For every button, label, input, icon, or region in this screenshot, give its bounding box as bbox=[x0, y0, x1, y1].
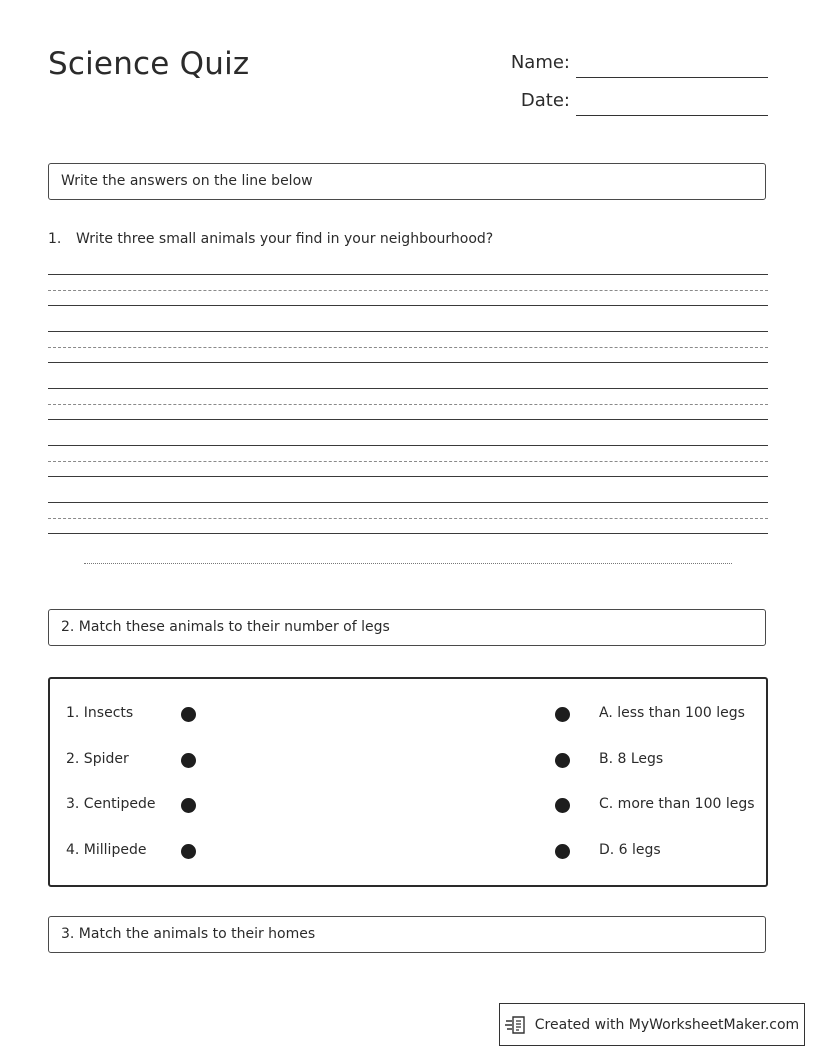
question-1-text: Write three small animals your find in your neighbourhood? bbox=[76, 231, 494, 247]
answer-line bbox=[48, 445, 768, 446]
match-left-dot[interactable] bbox=[181, 798, 196, 813]
section-divider bbox=[84, 563, 732, 564]
date-field-line[interactable] bbox=[576, 115, 768, 116]
match-left-item: 2. Spider bbox=[66, 751, 129, 767]
answer-guide-line bbox=[48, 518, 768, 519]
answer-guide-line bbox=[48, 404, 768, 405]
name-label: Name: bbox=[510, 52, 570, 73]
footer-credit[interactable] bbox=[499, 1003, 805, 1046]
answer-line bbox=[48, 533, 768, 534]
answer-line bbox=[48, 274, 768, 275]
question-2-heading: 2. Match these animals to their number of legs bbox=[48, 609, 766, 646]
answer-line bbox=[48, 476, 768, 477]
match-right-item: D. 6 legs bbox=[599, 842, 661, 858]
page-title: Science Quiz bbox=[48, 46, 250, 82]
answer-line bbox=[48, 388, 768, 389]
name-field-line[interactable] bbox=[576, 77, 768, 78]
answer-line bbox=[48, 502, 768, 503]
match-left-item: 1. Insects bbox=[66, 705, 134, 721]
answer-line bbox=[48, 419, 768, 420]
footer-text: Created with MyWorksheetMaker.com bbox=[534, 1016, 800, 1033]
question-3-heading: 3. Match the animals to their homes bbox=[48, 916, 766, 953]
instructions-box: Write the answers on the line below bbox=[48, 163, 766, 200]
match-left-dot[interactable] bbox=[181, 707, 196, 722]
answer-guide-line bbox=[48, 347, 768, 348]
match-right-dot[interactable] bbox=[555, 844, 570, 859]
match-right-dot[interactable] bbox=[555, 798, 570, 813]
answer-line bbox=[48, 305, 768, 306]
question-1-number: 1. bbox=[48, 231, 62, 247]
answer-guide-line bbox=[48, 290, 768, 291]
match-right-item: A. less than 100 legs bbox=[599, 705, 745, 721]
answer-line bbox=[48, 362, 768, 363]
match-left-dot[interactable] bbox=[181, 844, 196, 859]
match-right-item: B. 8 Legs bbox=[599, 751, 664, 767]
match-right-dot[interactable] bbox=[555, 707, 570, 722]
worksheet-maker-logo-icon bbox=[505, 1015, 527, 1035]
match-left-item: 3. Centipede bbox=[66, 796, 156, 812]
question-1 bbox=[48, 231, 493, 247]
match-right-item: C. more than 100 legs bbox=[599, 796, 755, 812]
answer-line bbox=[48, 331, 768, 332]
match-right-dot[interactable] bbox=[555, 753, 570, 768]
date-label: Date: bbox=[520, 90, 570, 111]
match-left-dot[interactable] bbox=[181, 753, 196, 768]
answer-guide-line bbox=[48, 461, 768, 462]
match-left-item: 4. Millipede bbox=[66, 842, 147, 858]
